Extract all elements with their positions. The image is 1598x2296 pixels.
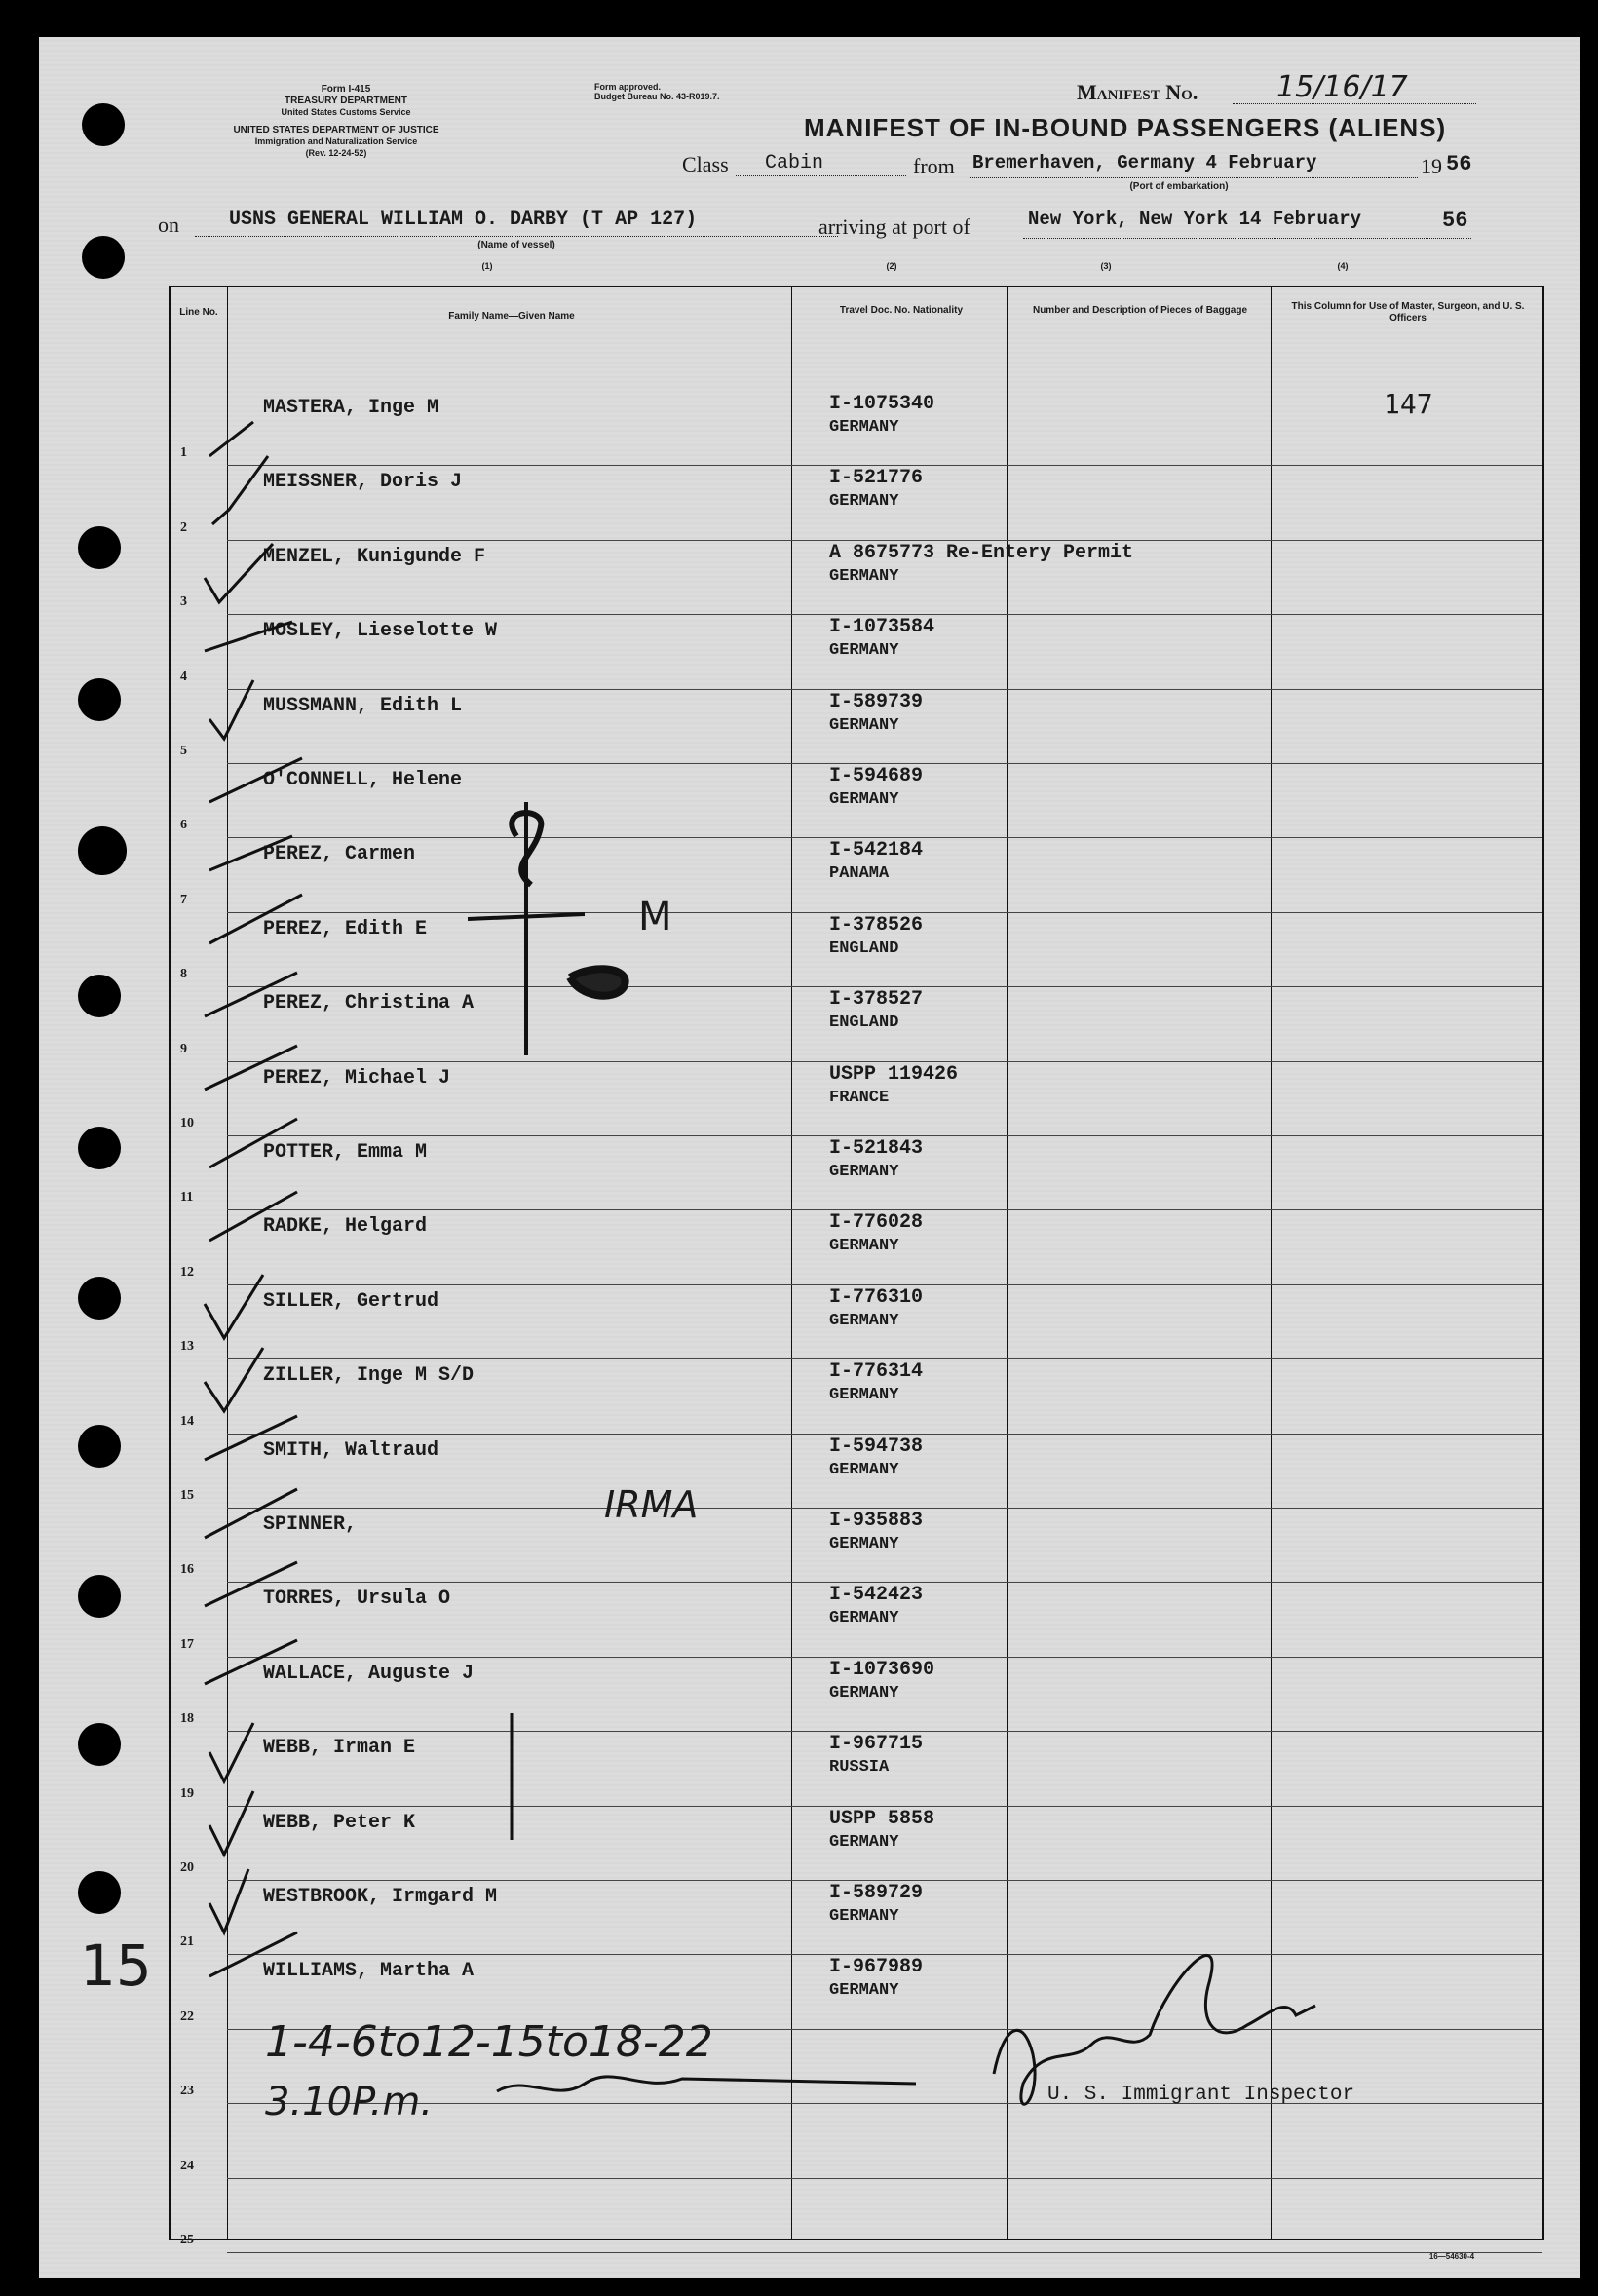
passenger-name: POTTER, Emma M bbox=[263, 1141, 428, 1164]
travel-doc-number: A 8675773 Re-Entery Permit bbox=[829, 541, 1134, 564]
nationality: GERMANY bbox=[829, 715, 899, 735]
line-number: 4 bbox=[180, 669, 187, 684]
punch-hole bbox=[78, 1127, 121, 1169]
line-number: 22 bbox=[180, 2009, 194, 2024]
travel-doc-number: I-378527 bbox=[829, 988, 924, 1012]
class-value: Cabin bbox=[765, 152, 824, 174]
punch-hole bbox=[78, 1871, 121, 1914]
line-number: 11 bbox=[180, 1190, 194, 1205]
nationality: ENGLAND bbox=[829, 1014, 899, 1033]
line-number: 20 bbox=[180, 1860, 194, 1875]
form-revision: (Rev. 12-24-52) bbox=[305, 148, 367, 158]
manifest-no-label: Manifest No. bbox=[1077, 80, 1198, 104]
scribble-blot bbox=[570, 969, 626, 995]
header-baggage: Number and Description of Pieces of Baggage bbox=[1032, 305, 1248, 316]
punch-hole bbox=[78, 1425, 121, 1468]
on-label: on bbox=[158, 212, 179, 237]
punch-hole bbox=[78, 678, 121, 721]
passenger-name: MENZEL, Kunigunde F bbox=[263, 545, 486, 568]
travel-doc-number: I-521776 bbox=[829, 467, 924, 490]
col-number-4: (4) bbox=[1337, 261, 1349, 271]
line-number: 12 bbox=[180, 1264, 194, 1280]
passenger-name: PEREZ, Edith E bbox=[263, 917, 428, 940]
passenger-name: WEBB, Peter K bbox=[263, 1811, 416, 1834]
manifest-no-value: 15/16/17 bbox=[1276, 70, 1408, 104]
travel-doc-number: I-1073690 bbox=[829, 1658, 935, 1681]
passenger-name: WEBB, Irman E bbox=[263, 1737, 416, 1760]
from-value: Bremerhaven, Germany 4 February bbox=[972, 152, 1317, 173]
punch-hole bbox=[82, 103, 125, 146]
line-number: 5 bbox=[180, 744, 187, 758]
punch-hole bbox=[78, 1723, 121, 1766]
line-number: 10 bbox=[180, 1116, 194, 1130]
line-number: 8 bbox=[180, 967, 187, 982]
travel-doc-number: I-521843 bbox=[829, 1137, 924, 1160]
inspector-title: U. S. Immigrant Inspector bbox=[1047, 2084, 1355, 2106]
line-number: 3 bbox=[180, 594, 187, 610]
travel-doc-number: I-542423 bbox=[829, 1584, 924, 1607]
passenger-name: ZILLER, Inge M S/D bbox=[263, 1364, 475, 1388]
nationality: GERMANY bbox=[829, 1386, 899, 1405]
class-label: Class bbox=[682, 152, 729, 176]
line-number: 9 bbox=[180, 1041, 187, 1056]
header-line-no: Line No. bbox=[179, 307, 218, 318]
passenger-name: PEREZ, Christina A bbox=[263, 992, 475, 1015]
nationality: GERMANY bbox=[829, 1163, 899, 1181]
punch-hole bbox=[78, 975, 121, 1017]
from-label: from bbox=[913, 154, 955, 178]
margin-number: 15 bbox=[80, 1932, 152, 1999]
vessel-caption: (Name of vessel) bbox=[477, 240, 555, 250]
travel-doc-number: I-589739 bbox=[829, 690, 924, 713]
line-number: 7 bbox=[180, 892, 187, 907]
punch-hole bbox=[82, 236, 125, 279]
arrival-value: New York, New York 14 February bbox=[1028, 209, 1362, 230]
travel-doc-number: I-776310 bbox=[829, 1285, 924, 1309]
col-number-3: (3) bbox=[1100, 261, 1112, 271]
irma-annotation: IRMA bbox=[604, 1483, 699, 1526]
line-number: 15 bbox=[180, 1488, 194, 1503]
check-marks bbox=[205, 422, 302, 1976]
passenger-name: SPINNER, bbox=[263, 1513, 358, 1536]
travel-doc-number: USPP 119426 bbox=[829, 1062, 959, 1086]
header-travel-doc: Travel Doc. No. Nationality bbox=[839, 305, 964, 316]
nationality: GERMANY bbox=[829, 1609, 899, 1628]
nationality: GERMANY bbox=[829, 418, 899, 437]
handwritten-marks bbox=[39, 37, 1580, 2278]
footer-code: 16—54630-4 bbox=[1428, 2252, 1475, 2261]
passenger-name: PEREZ, Michael J bbox=[263, 1066, 451, 1090]
nationality: GERMANY bbox=[829, 790, 899, 809]
line-number: 1 bbox=[180, 445, 187, 461]
line-number: 23 bbox=[180, 2084, 194, 2099]
cross-mark bbox=[468, 802, 585, 1055]
passenger-name: SMITH, Waltraud bbox=[263, 1438, 439, 1462]
header-name: Family Name—Given Name bbox=[448, 311, 575, 322]
passenger-name: RADKE, Helgard bbox=[263, 1215, 428, 1239]
initials-scribble bbox=[497, 2077, 916, 2091]
nationality: GERMANY bbox=[829, 1683, 899, 1703]
nationality: GERMANY bbox=[829, 1237, 899, 1256]
travel-doc-number: I-935883 bbox=[829, 1510, 924, 1532]
passenger-name: MEISSNER, Doris J bbox=[263, 471, 463, 494]
passenger-name: MOSLEY, Lieselotte W bbox=[263, 620, 498, 643]
nationality: GERMANY bbox=[829, 1535, 899, 1553]
form-approved: Form approved. bbox=[594, 82, 662, 92]
nationality: GERMANY bbox=[829, 641, 899, 661]
officer-number: 147 bbox=[1384, 388, 1433, 420]
nationality: GERMANY bbox=[829, 1460, 899, 1479]
nationality: GERMANY bbox=[829, 1907, 899, 1926]
manifest-page bbox=[39, 37, 1580, 2278]
year-prefix: 19 bbox=[1421, 154, 1442, 178]
passenger-name: O'CONNELL, Helene bbox=[263, 769, 463, 791]
nationality: GERMANY bbox=[829, 1311, 899, 1330]
passenger-name: MASTERA, Inge M bbox=[263, 397, 439, 419]
travel-doc-number: I-594738 bbox=[829, 1435, 924, 1458]
travel-doc-number: I-1075340 bbox=[829, 393, 935, 415]
col-number-2: (2) bbox=[886, 261, 897, 271]
passenger-name: WESTBROOK, Irmgard M bbox=[263, 1886, 498, 1908]
line-number: 25 bbox=[180, 2233, 194, 2247]
dept-customs: United States Customs Service bbox=[281, 107, 411, 117]
budget-bureau: Budget Bureau No. 43-R019.7. bbox=[594, 92, 720, 101]
form-number: Form I-415 bbox=[321, 84, 371, 95]
punch-hole bbox=[78, 826, 127, 875]
dept-treasury: TREASURY DEPARTMENT bbox=[285, 96, 407, 106]
travel-doc-number: I-589729 bbox=[829, 1882, 924, 1904]
handwritten-note-1: 1-4-6to12-15to18-22 bbox=[265, 2017, 713, 2067]
line-number: 18 bbox=[180, 1711, 194, 1727]
vessel-value: USNS GENERAL WILLIAM O. DARBY (T AP 127) bbox=[229, 209, 698, 231]
line-number: 13 bbox=[180, 1339, 194, 1355]
m-annotation: M bbox=[638, 895, 672, 939]
line-number: 2 bbox=[180, 519, 187, 535]
travel-doc-number: I-967989 bbox=[829, 1956, 924, 1979]
nationality: ENGLAND bbox=[829, 938, 899, 958]
arrival-year: 56 bbox=[1442, 209, 1468, 233]
arriving-label: arriving at port of bbox=[818, 214, 970, 239]
travel-doc-number: I-776314 bbox=[829, 1360, 924, 1384]
travel-doc-number: USPP 5858 bbox=[829, 1807, 935, 1830]
punch-hole bbox=[78, 526, 121, 569]
travel-doc-number: I-967715 bbox=[829, 1733, 924, 1756]
dept-justice: UNITED STATES DEPARTMENT OF JUSTICE bbox=[233, 125, 439, 135]
line-number: 16 bbox=[180, 1562, 194, 1578]
nationality: GERMANY bbox=[829, 1981, 899, 2001]
travel-doc-number: I-378526 bbox=[829, 913, 924, 937]
passenger-name: PEREZ, Carmen bbox=[263, 843, 416, 866]
punch-hole bbox=[78, 1575, 121, 1618]
passenger-name: WALLACE, Auguste J bbox=[263, 1662, 475, 1685]
passenger-name: WILLIAMS, Martha A bbox=[263, 1960, 475, 1983]
travel-doc-number: I-1073584 bbox=[829, 616, 935, 639]
handwritten-note-2: 3.10P.m. bbox=[265, 2080, 434, 2124]
header-officers: This Column for Use of Master, Surgeon, and U. S. Officers bbox=[1291, 301, 1525, 324]
nationality: PANAMA bbox=[829, 864, 890, 884]
passenger-name: SILLER, Gertrud bbox=[263, 1289, 439, 1313]
travel-doc-number: I-594689 bbox=[829, 765, 924, 787]
inspector-signature bbox=[994, 1955, 1315, 2104]
travel-doc-number: I-776028 bbox=[829, 1211, 924, 1235]
port-embark-caption: (Port of embarkation) bbox=[1129, 181, 1229, 192]
passenger-name: TORRES, Ursula O bbox=[263, 1588, 451, 1611]
line-number: 21 bbox=[180, 1934, 194, 1950]
nationality: GERMANY bbox=[829, 1832, 899, 1852]
travel-doc-number: I-542184 bbox=[829, 839, 924, 862]
line-number: 19 bbox=[180, 1785, 194, 1801]
col-number-1: (1) bbox=[481, 261, 493, 271]
passenger-name: MUSSMANN, Edith L bbox=[263, 694, 463, 717]
nationality: RUSSIA bbox=[829, 1758, 890, 1778]
year-value: 56 bbox=[1446, 152, 1472, 176]
line-number: 24 bbox=[180, 2158, 194, 2173]
line-number: 14 bbox=[180, 1413, 194, 1429]
punch-hole bbox=[78, 1277, 121, 1320]
nationality: GERMANY bbox=[829, 492, 899, 512]
line-number: 17 bbox=[180, 1636, 194, 1652]
line-number: 6 bbox=[180, 818, 187, 833]
nationality: FRANCE bbox=[829, 1088, 890, 1107]
manifest-title: MANIFEST OF IN-BOUND PASSENGERS (ALIENS) bbox=[804, 113, 1447, 142]
nationality: GERMANY bbox=[829, 566, 899, 586]
dept-ins: Immigration and Naturalization Service bbox=[254, 136, 418, 146]
